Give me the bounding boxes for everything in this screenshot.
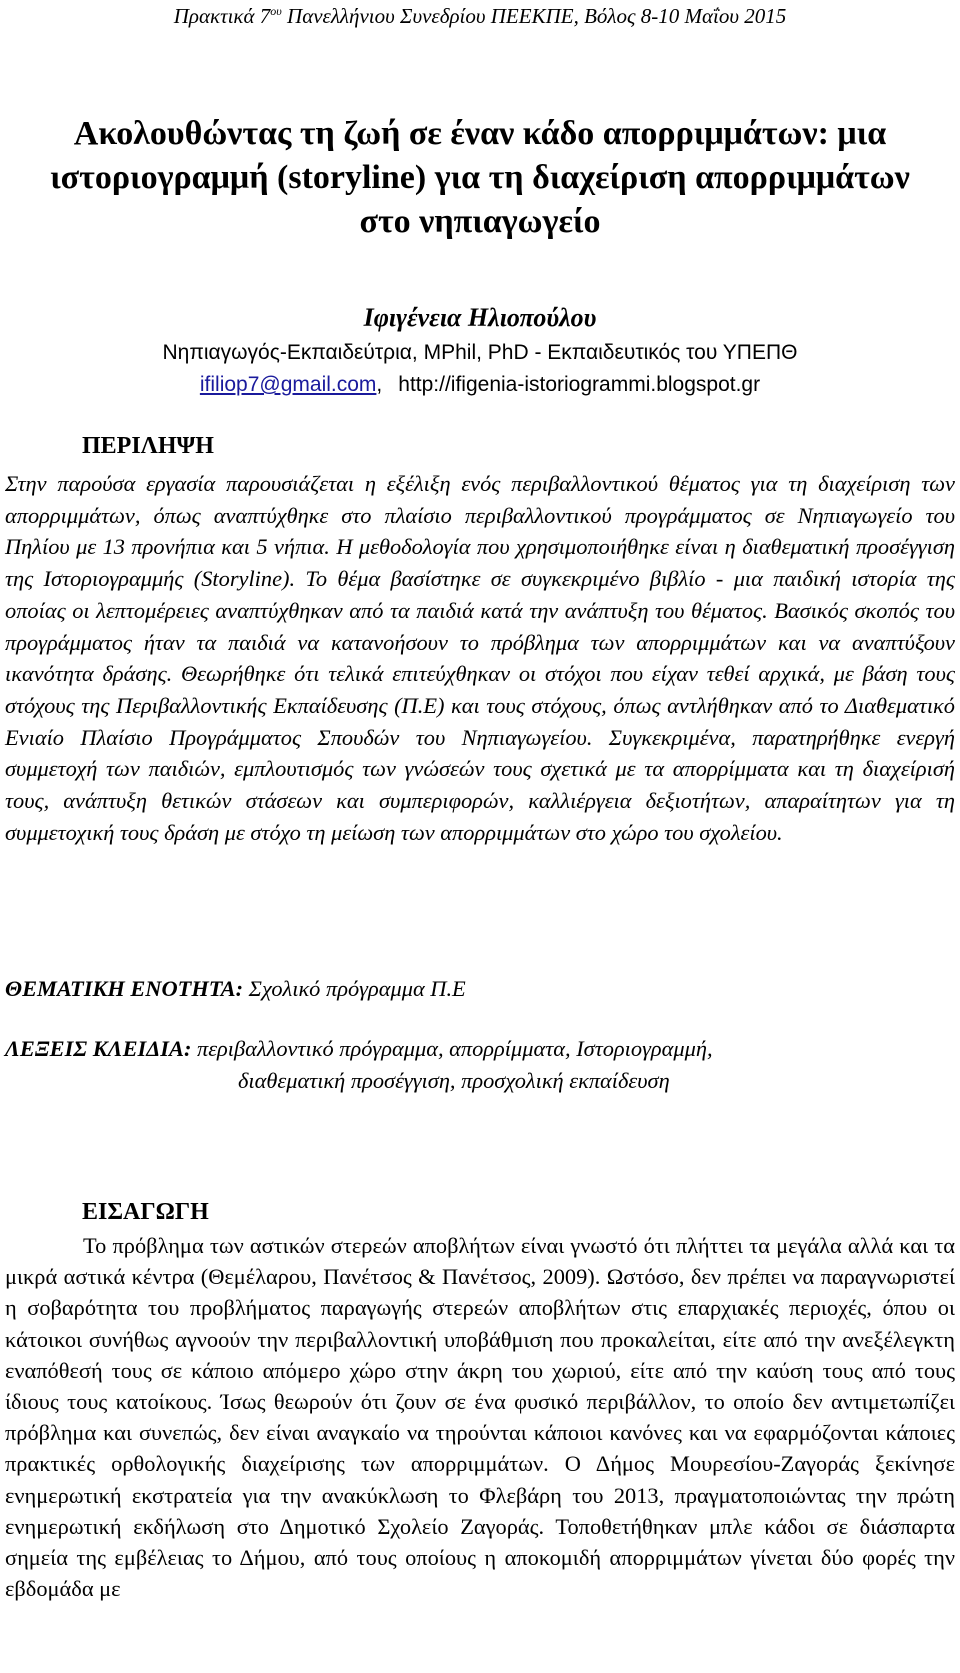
- abstract-body: [5, 468, 955, 848]
- running-header-suffix: Πανελλήνιου Συνεδρίου ΠΕΕΚΠΕ, Βόλος 8-10 Μαΐου 2015: [281, 4, 787, 28]
- introduction-body: [5, 1230, 955, 1604]
- contact-comma: ,: [376, 373, 383, 396]
- website-link[interactable]: http://ifigenia-istoriogrammi.blogspot.gr: [398, 373, 761, 396]
- title-line-3: στο νηπιαγωγείο: [359, 203, 601, 240]
- title-line-1: Ακολουθώντας τη ζωή σε έναν κάδο απορριμμάτων: μια: [73, 115, 887, 152]
- author-contact: [0, 373, 960, 397]
- author-affiliation: Νηπιαγωγός-Εκπαιδεύτρια, MPhil, PhD - Εκπαιδευτικός του ΥΠΕΠΘ: [162, 341, 798, 364]
- running-header-superscript: ου: [270, 4, 282, 18]
- author-name: Ιφιγένεια Ηλιοπούλου: [363, 303, 597, 332]
- email-link[interactable]: ifiliop7@gmail.com: [199, 373, 377, 396]
- running-header: [0, 4, 960, 29]
- running-header-prefix: Πρακτικά 7: [173, 4, 271, 28]
- introduction-heading: ΕΙΣΑΓΩΓΗ: [82, 1199, 209, 1225]
- abstract-text: Στην παρούσα εργασία παρουσιάζεται η εξέλιξη ενός περιβαλλοντικού θέματος για τη διαχείριση των απορριμμάτων, όπως αναπτύχθηκε στο πλαίσιο περιβαλλοντικού προγράμματος σε Νηπιαγωγείο του Πηλίου με 13 προνήπια και 5 νήπια. Η μεθοδολογία που χρησιμοποιήθηκε είναι η διαθεματική προσέγγιση της Ιστοριογραμμής (Storyline). Το θέμα βασίστηκε σε συγκεκριμένο βιβλίο - μια παιδική ιστορία της οποίας οι λεπτομέρειες αναπτύχθηκαν από τα παιδιά κατά την ανάπτυξη του θέματος. Βασικός σκοπός του προγράμματος ήταν τα παιδιά να κατανοήσουν το πρόβλημα των απορριμμάτων και να αναπτύξουν ικανότητα δράσης. Θεωρήθηκε ότι τελικά επιτεύχθηκαν οι στόχοι που είχαν τεθεί αρχικά, με βάση τους στόχους της Περιβαλλοντικής Εκπαίδευσης (Π.Ε) και τους στόχους, όπως αντλήθηκαν από το Διαθεματικό Ενιαίο Πλαίσιο Προγράμματος Σπουδών του Νηπιαγωγείου. Συγκεκριμένα, παρατηρήθηκε ενεργή συμμετοχή των παιδιών, εμπλουτισμός των γνώσεών τους σχετικά με τα απορρίμματα και τη διαχείρισή τους, ανάπτυξη θετικών στάσεων και συμπεριφορών, καλλιέργεια δεξιοτήτων, απαραίτητων για τη συμμετοχική τους δράση με στόχο τη μείωση των απορριμμάτων στο χώρο του σχολείου.: [5, 471, 955, 845]
- thematic-unit-label: ΘΕΜΑΤΙΚΗ ΕΝΟΤΗΤΑ:: [5, 976, 244, 1001]
- abstract-heading: ΠΕΡΙΛΗΨΗ: [82, 433, 214, 459]
- keywords: [5, 1036, 713, 1093]
- thematic-unit: [5, 976, 466, 1002]
- thematic-unit-value: Σχολικό πρόγραμμα Π.Ε: [248, 976, 466, 1001]
- title-line-2: ιστοριογραμμή (storyline) για τη διαχείριση απορριμμάτων: [50, 159, 910, 196]
- keywords-label: ΛΕΞΕΙΣ ΚΛΕΙΔΙΑ:: [5, 1036, 192, 1061]
- keywords-line-2: διαθεματική προσέγγιση, προσχολική εκπαίδευση: [238, 1068, 670, 1093]
- introduction-text: Το πρόβλημα των αστικών στερεών αποβλήτων είναι γνωστό ότι πλήττει τα μεγάλα αλλά και τα μικρά αστικά κέντρα (Θεμέλαρου, Πανέτσος & Πανέτσος, 2009). Ωστόσο, δεν πρέπει να παραγνωριστεί η σοβαρότητα του προβλήματος παραγωγής στερεών αποβλήτων στις επαρχιακές περιοχές, όπου οι κάτοικοι συνήθως αγνοούν την περιβαλλοντική υποβάθμιση που προκαλείται, είτε από την ανεξέλεγκτη εναπόθεσή τους σε κάποιο απόμερο χώρο στην άκρη του χωριού, είτε από την καύση τους από τους ίδιους τους κατοίκους. Ίσως θεωρούν ότι ζουν σε ένα φυσικό περιβάλλον, το οποίο δεν αντιμετωπίζει πρόβλημα και συνεπώς, δεν είναι αναγκαίο να τηρούνται κάποιοι κανόνες και να εφαρμόζονται κάποιες πρακτικές ορθολογικής διαχείρισης των απορριμμάτων. Ο Δήμος Μουρεσίου-Ζαγοράς ξεκίνησε ενημερωτική εκστρατεία για την ανακύκλωση το Φλεβάρη του 2013, πραγματοποιώντας την πρώτη ενημερωτική εκδήλωση στο Δημοτικό Σχολείο Ζαγοράς. Τοποθετήθηκαν μπλε κάδοι σε διάσπαρτα σημεία της εμβέλειας το Δήμου, από τους οποίους η αποκομιδή απορριμμάτων γίνεται δύο φορές την εβδομάδα με: [5, 1233, 955, 1602]
- paper-title: [20, 112, 940, 244]
- keywords-line-1: περιβαλλοντικό πρόγραμμα, απορρίμματα, Ιστοριογραμμή,: [197, 1036, 713, 1061]
